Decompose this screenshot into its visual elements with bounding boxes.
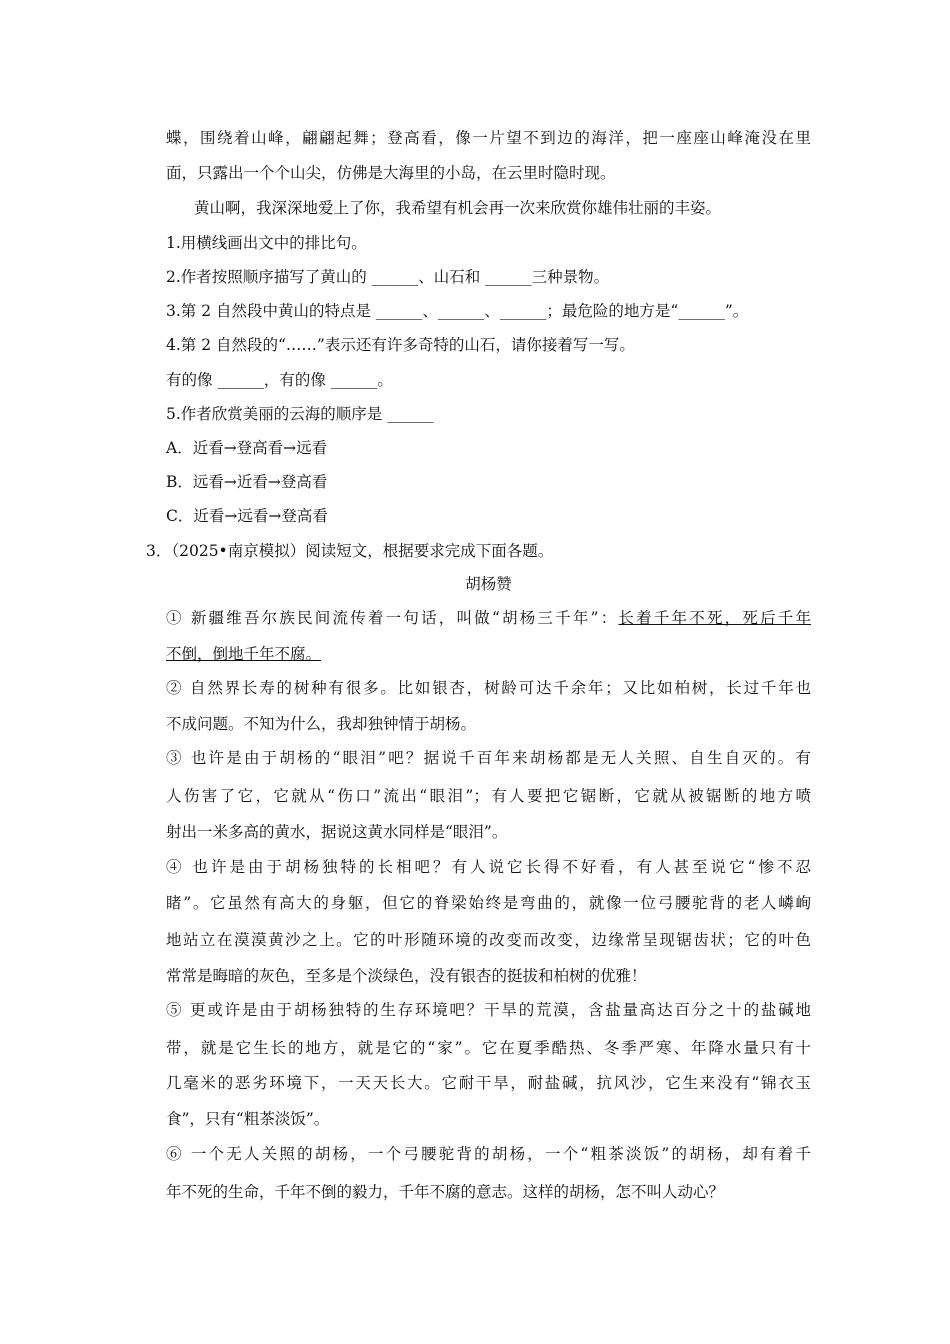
paragraph-6-line: 年不死的生命，千年不倒的毅力，千年不腐的意志。这样的胡杨，怎不叫人动心？ bbox=[166, 1183, 725, 1201]
paragraph-5-line: 食”，只有“粗茶淡饭”。 bbox=[166, 1110, 330, 1128]
paragraph-3-line: 射出一米多高的黄水，据说这黄水同样是“眼泪”。 bbox=[166, 823, 508, 841]
option-c: C．近看→远看→登高看 bbox=[166, 507, 328, 525]
paragraph-1-line bbox=[166, 608, 811, 628]
question-5: 5.作者欣赏美丽的云海的顺序是 ______ bbox=[166, 405, 434, 423]
paragraph-5-line: 带，就是它生长的地方，就是它的“家”。它在夏季酷热、冬季严寒、年降水量只有十 bbox=[166, 1039, 811, 1057]
option-b: B．远看→近看→登高看 bbox=[166, 473, 328, 491]
underlined-sentence: 不倒，倒地千年不腐。 bbox=[166, 645, 322, 663]
underlined-sentence: 长着千年不死，死后千年 bbox=[618, 609, 811, 627]
paragraph-2-line: ② 自然界长寿的树种有很多。比如银杏，树龄可达千余年；又比如柏树，长过千年也 bbox=[166, 679, 811, 697]
paragraph-4-line: 常常是晦暗的灰色，至多是个淡绿色，没有银杏的挺拔和柏树的优雅！ bbox=[166, 967, 647, 985]
option-a: A．近看→登高看→远看 bbox=[166, 439, 328, 457]
paragraph-1-line bbox=[166, 644, 811, 664]
paragraph-6-line: ⑥ 一个无人关照的胡杨，一个弓腰驼背的胡杨，一个“粗茶淡饭”的胡杨，却有着千 bbox=[166, 1145, 811, 1163]
paragraph-5-line: ⑤ 更或许是由于胡杨独特的生存环境吧？干旱的荒漠，含盐量高达百分之十的盐碱地 bbox=[166, 1001, 811, 1019]
paragraph-3-line: ③ 也许是由于胡杨的“眼泪”吧？据说千百年来胡杨都是无人关照、自生自灭的。有 bbox=[166, 749, 811, 767]
paragraph-5-line: 几毫米的恶劣环境下，一天天长大。它耐干旱，耐盐碱，抗风沙，它生来没有“锦衣玉 bbox=[166, 1074, 811, 1092]
passage-line: 面，只露出一个个山尖，仿佛是大海里的小岛，在云里时隐时现。 bbox=[166, 164, 616, 182]
question-2: 2.作者按照顺序描写了黄山的 ______、山石和 ______三种景物。 bbox=[166, 268, 610, 286]
passage-closing-line: 黄山啊，我深深地爱上了你，我希望有机会再一次来欣赏你雄伟壮丽的丰姿。 bbox=[194, 199, 722, 217]
section-3-heading: 3．（2025•南京模拟）阅读短文，根据要求完成下面各题。 bbox=[146, 542, 554, 560]
passage-line: 蝶，围绕着山峰，翩翩起舞；登高看，像一片望不到边的海洋，把一座座山峰淹没在里 bbox=[166, 129, 811, 147]
question-3: 3.第 2 自然段中黄山的特点是 ______、______、______；最危险的地方是“______”。 bbox=[166, 302, 749, 320]
question-4-blanks: 有的像 ______，有的像 ______。 bbox=[166, 371, 393, 389]
paragraph-3-line: 人伤害了它，它就从“伤口”流出“眼泪”；有人要把它锯断，它就从被锯断的地方喷 bbox=[166, 787, 811, 805]
question-1: 1.用横线画出文中的排比句。 bbox=[166, 234, 367, 252]
article-title: 胡杨赞 bbox=[465, 575, 512, 593]
paragraph-4-line: 地站立在漠漠黄沙之上。它的叶形随环境的改变而改变，边缘常呈现锯齿状；它的叶色 bbox=[166, 931, 811, 949]
paragraph-4-line: 睹”。它虽然有高大的身躯，但它的脊梁始终是弯曲的，就像一位弓腰驼背的老人嶙峋 bbox=[166, 894, 811, 912]
paragraph-4-line: ④ 也许是由于胡杨独特的长相吧？有人说它长得不好看，有人甚至说它“惨不忍 bbox=[166, 858, 811, 876]
paragraph-2-line: 不成问题。不知为什么，我却独钟情于胡杨。 bbox=[166, 715, 477, 733]
paragraph-1-text: ① 新疆维吾尔族民间流传着一句话，叫做“胡杨三千年”： bbox=[166, 609, 619, 627]
question-4: 4.第 2 自然段的“……”表示还有许多奇特的山石，请你接着写一写。 bbox=[166, 336, 635, 354]
